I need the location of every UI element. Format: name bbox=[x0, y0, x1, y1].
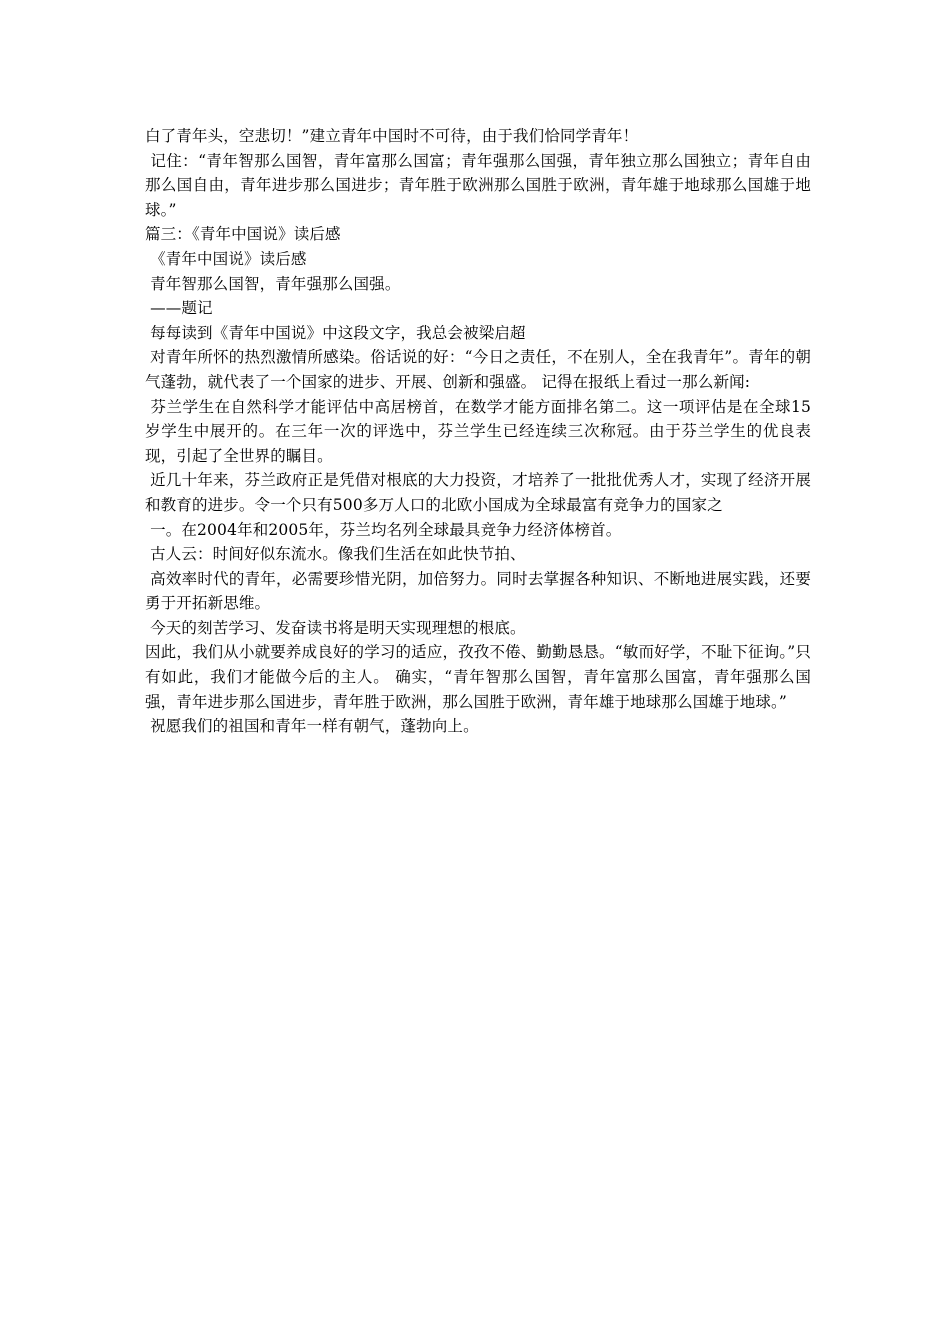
paragraph: 古人云：时间好似东流水。像我们生活在如此快节拍、 bbox=[145, 545, 526, 564]
document-body bbox=[145, 124, 811, 739]
paragraph: 一。在2004年和2005年，芬兰均名列全球最具竞争力经济体榜首。 bbox=[145, 520, 622, 539]
essay-title: 《青年中国说》读后感 bbox=[145, 249, 307, 268]
paragraph: 芬兰学生在自然科学才能评估中高居榜首，在数学才能方面排名第二。这一项评估是在全球15岁学生中展开的。在三年一次的评选中，芬兰学生已经连续三次称冠。由于芬兰学生的优良表现，引起了全世界的瞩目。 bbox=[145, 397, 812, 465]
paragraph: 高效率时代的青年，必需要珍惜光阴，加倍努力。同时去掌握各种知识、不断地进展实践，还要勇于开拓新思维。 bbox=[145, 569, 811, 613]
epigraph-attribution: ——题记 bbox=[145, 299, 213, 318]
paragraph-quote: 记住：“青年智那么国智，青年富那么国富；青年强那么国强，青年独立那么国独立；青年自由那么国自由，青年进步那么国进步；青年胜于欧洲那么国胜于欧洲，青年雄于地球那么国雄于地球。” bbox=[145, 151, 811, 219]
paragraph: 今天的刻苦学习、发奋读书将是明天实现理想的根底。 bbox=[145, 618, 526, 637]
section-heading: 篇三：《青年中国说》读后感 bbox=[145, 225, 341, 244]
paragraph: 对青年所怀的热烈激情所感染。俗话说的好：“今日之责任，不在别人，全在我青年”。青年的朝气蓬勃，就代表了一个国家的进步、开展、创新和强盛。 记得在报纸上看过一那么新闻: bbox=[145, 348, 811, 391]
closing-paragraph: 祝愿我们的祖国和青年一样有朝气，蓬勃向上。 bbox=[145, 717, 479, 736]
paragraph: 近几十年来，芬兰政府正是凭借对根底的大力投资，才培养了一批批优秀人才，实现了经济开展和教育的进步。令一个只有500多万人口的北欧小国成为全球最富有竞争力的国家之 bbox=[145, 471, 811, 514]
epigraph: 青年智那么国智，青年强那么国强。 bbox=[145, 274, 401, 293]
paragraph-continuation: 白了青年头，空悲切！”建立青年中国时不可待，由于我们恰同学青年！ bbox=[145, 127, 639, 145]
paragraph: 因此，我们从小就要养成良好的学习的适应，孜孜不倦、勤勤恳恳。“敏而好学，不耻下征询。”只有如此，我们才能做今后的主人。 确实，“青年智那么国智，青年富那么国富，青年强那么国强，青年进步那么国进步，青年胜于欧洲，那么国胜于欧洲，青年雄于地球那么国雄于地球。” bbox=[145, 643, 811, 711]
paragraph: 每每读到《青年中国说》中这段文字，我总会被梁启超 bbox=[145, 323, 526, 342]
